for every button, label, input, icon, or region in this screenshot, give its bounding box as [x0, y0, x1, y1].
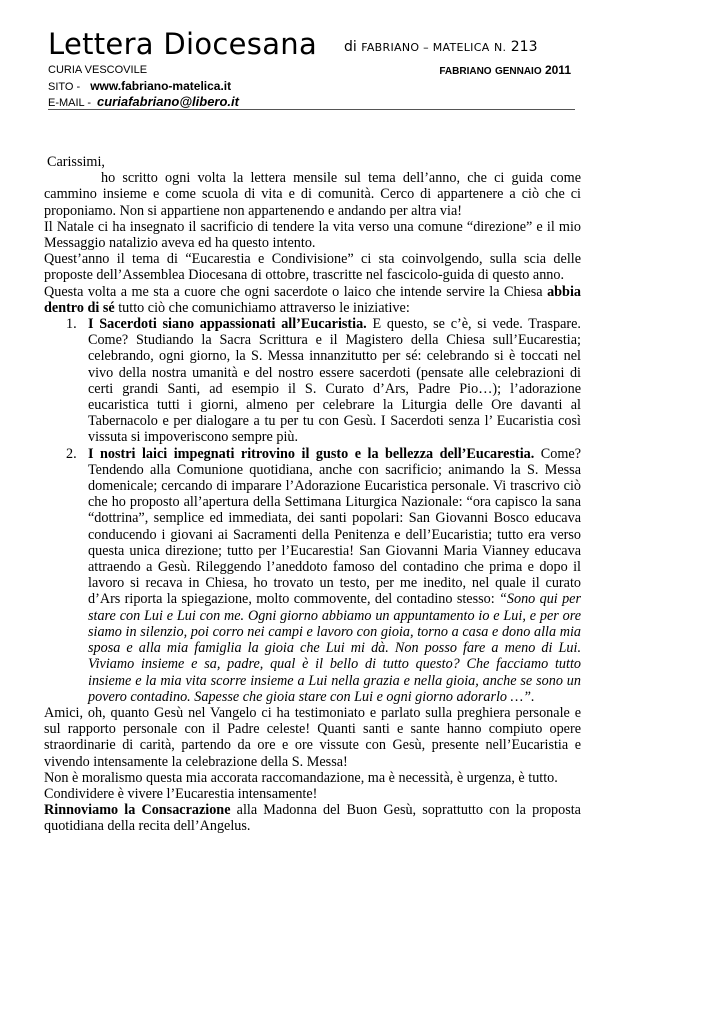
paragraph-8-text: alla Madonna del Buon Gesù, soprattutto con la proposta quotidiana della recita dell’Angelus. — [44, 802, 581, 835]
list-item-1 — [44, 316, 581, 446]
paragraph-1: ho scritto ogni volta la lettera mensile sul tema dell’anno, che ci guida come cammino insieme e come scuola di vita e di comunità. Cerco di appartenere a ciò che ci proponiamo. Non si appartiene non appartenendo e andando per altra via! — [44, 170, 581, 219]
email-row — [48, 94, 575, 110]
list-item-2-bold: I nostri laici impegnati ritrovino il gusto e la bellezza dell’Eucarestia. — [88, 445, 535, 462]
curia-row — [48, 62, 575, 78]
header-divider — [48, 109, 575, 110]
site-label: SITO - — [48, 81, 81, 93]
site-link[interactable]: www.fabriano-matelica.it — [90, 79, 232, 93]
issue-n: N. — [493, 41, 507, 54]
issue-place: FABRIANO – MATELICA — [361, 41, 490, 54]
paragraph-8 — [44, 802, 581, 834]
paragraph-8-bold: Rinnoviamo la Consacrazione — [44, 802, 231, 819]
numbered-list — [44, 316, 581, 705]
letter-body — [44, 154, 581, 835]
date-year: 2011 — [544, 63, 571, 77]
issue-line — [344, 38, 538, 57]
curia-label: CURIA VESCOVILE — [48, 64, 148, 76]
list-item-2-quote: “Sono qui per stare con Lui e Lui con me. Ogni giorno abbiamo un appuntamento io e Lui, e per ore siamo in silenzio, poi corro nei campi e lavoro con gioia, torno a casa e dono alla mia sposa e alla mia famiglia la gioia che Lui mi dà. Non posso fare a meno di Lui. Viviamo insieme e sa, padre, qual è il bello di tutto questo? Che facciamo tutto insieme e la mia vita scorre insieme a Lui nella grazia e nella gioia, anche se sono un povero contadino. Sapesse che gioia stare con Lui e ogni giorno adorarlo …”. — [88, 591, 582, 705]
list-item-1-number: 1. — [66, 316, 77, 333]
issue-di: di — [344, 39, 357, 55]
paragraph-4-bold: abbia dentro di sé — [44, 283, 581, 316]
paragraph-7: Condividere è vivere l’Eucarestia intensamente! — [44, 785, 318, 802]
site-row — [48, 78, 575, 94]
paragraph-4-text-b: tutto ciò che comunichiamo attraverso le iniziative: — [114, 299, 410, 316]
paragraph-4-text-a: Questa volta a me sta a cuore che ogni sacerdote o laico che intende servire la Chiesa — [44, 283, 548, 300]
paragraph-6: Non è moralismo questa mia accorata raccomandazione, ma è necessità, è urgenza, è tutto. — [44, 769, 558, 786]
title-row — [48, 26, 575, 62]
paragraph-2: Il Natale ci ha insegnato il sacrificio di tendere la vita verso una comune “direzione” e il mio Messaggio natalizio aveva ed ha questo intento. — [44, 218, 581, 252]
paragraph-3: Quest’anno il tema di “Eucarestia e Condivisione” ci sta coinvolgendo, sulla scia delle proposte dell’Assemblea Diocesana di ottobre, trascritte nel fascicolo-guida di questo anno. — [44, 251, 581, 284]
date-month: GENNAIO — [494, 66, 542, 77]
greeting: Carissimi, — [47, 154, 105, 170]
list-item-1-text: E questo, se c’è, si vede. Traspare. Come? Studiando la Sacra Scrittura e il Magistero della Chiesa sull’Eucarestia; celebrando, ogni giorno, la S. Messa innanzitutto per sé: celebrando si è toccati nel vivo della nostra umanità e del nostro essere sacerdoti (pensate alle celebrazioni di certi grandi Santi, ad esempio il S. Curato d’Ars, Padre Pio…); l’adorazione eucaristica tutti i giorni, almeno per celebrare la Liturgia delle Ore davanti al Tabernacolo e per dialogare a tu per tu con Gesù. I Sacerdoti senza l’ Eucaristia così vissuta si impoveriscono sempre più. — [88, 316, 581, 446]
email-label: E-MAIL - — [48, 97, 91, 109]
email-link[interactable]: curiafabriano@libero.it — [97, 94, 239, 109]
list-item-2 — [44, 446, 581, 705]
list-item-2-text: Come? Tendendo alla Comunione quotidiana, anche con sacrificio; animando la S. Messa domenicale; cercando di imparare l’Adorazione Eucaristica personale. Vi trascrivo ciò che ho proposto all’apertura della Settimana Liturgica Nazionale: “ora capisco la sana “dottrina”, semplice ed immediata, dei santi popolari: San Giovanni Bosco educava conducendo i giovani ai Sacramenti della Penitenza e dell’Eucaristia; tutto era verso questa unica direzione; tutto per l’Eucarestia! San Giovanni Maria Vianney educava attraendo a Gesù. Rileggendo l’aneddoto famoso del contadino che prima e dopo il lavoro si recava in Chiesa, ho trovato un testo, per me inedito, nel quale il curato d’Ars riporta la spiegazione, molto commovente, del contadino stesso: — [88, 445, 581, 608]
paragraph-4 — [44, 284, 581, 316]
issue-number: 213 — [510, 39, 538, 55]
masthead — [48, 26, 575, 110]
newsletter-title: Lettera Diocesana — [48, 27, 318, 61]
date-place: FABRIANO — [439, 66, 492, 77]
list-item-1-bold: I Sacerdoti siano appassionati all’Eucaristia. — [88, 316, 367, 333]
list-item-2-number: 2. — [66, 445, 77, 462]
paragraph-5: Amici, oh, quanto Gesù nel Vangelo ci ha testimoniato e parlato sulla preghiera personale e sul rapporto personale con il Padre celeste! Quanti santi e sante hanno compiuto opere straordinarie di carità, partendo da ore e ore vissute con Gesù, presente nell’Eucaristia e vivendo intensamente la celebrazione della S. Messa! — [44, 704, 581, 770]
